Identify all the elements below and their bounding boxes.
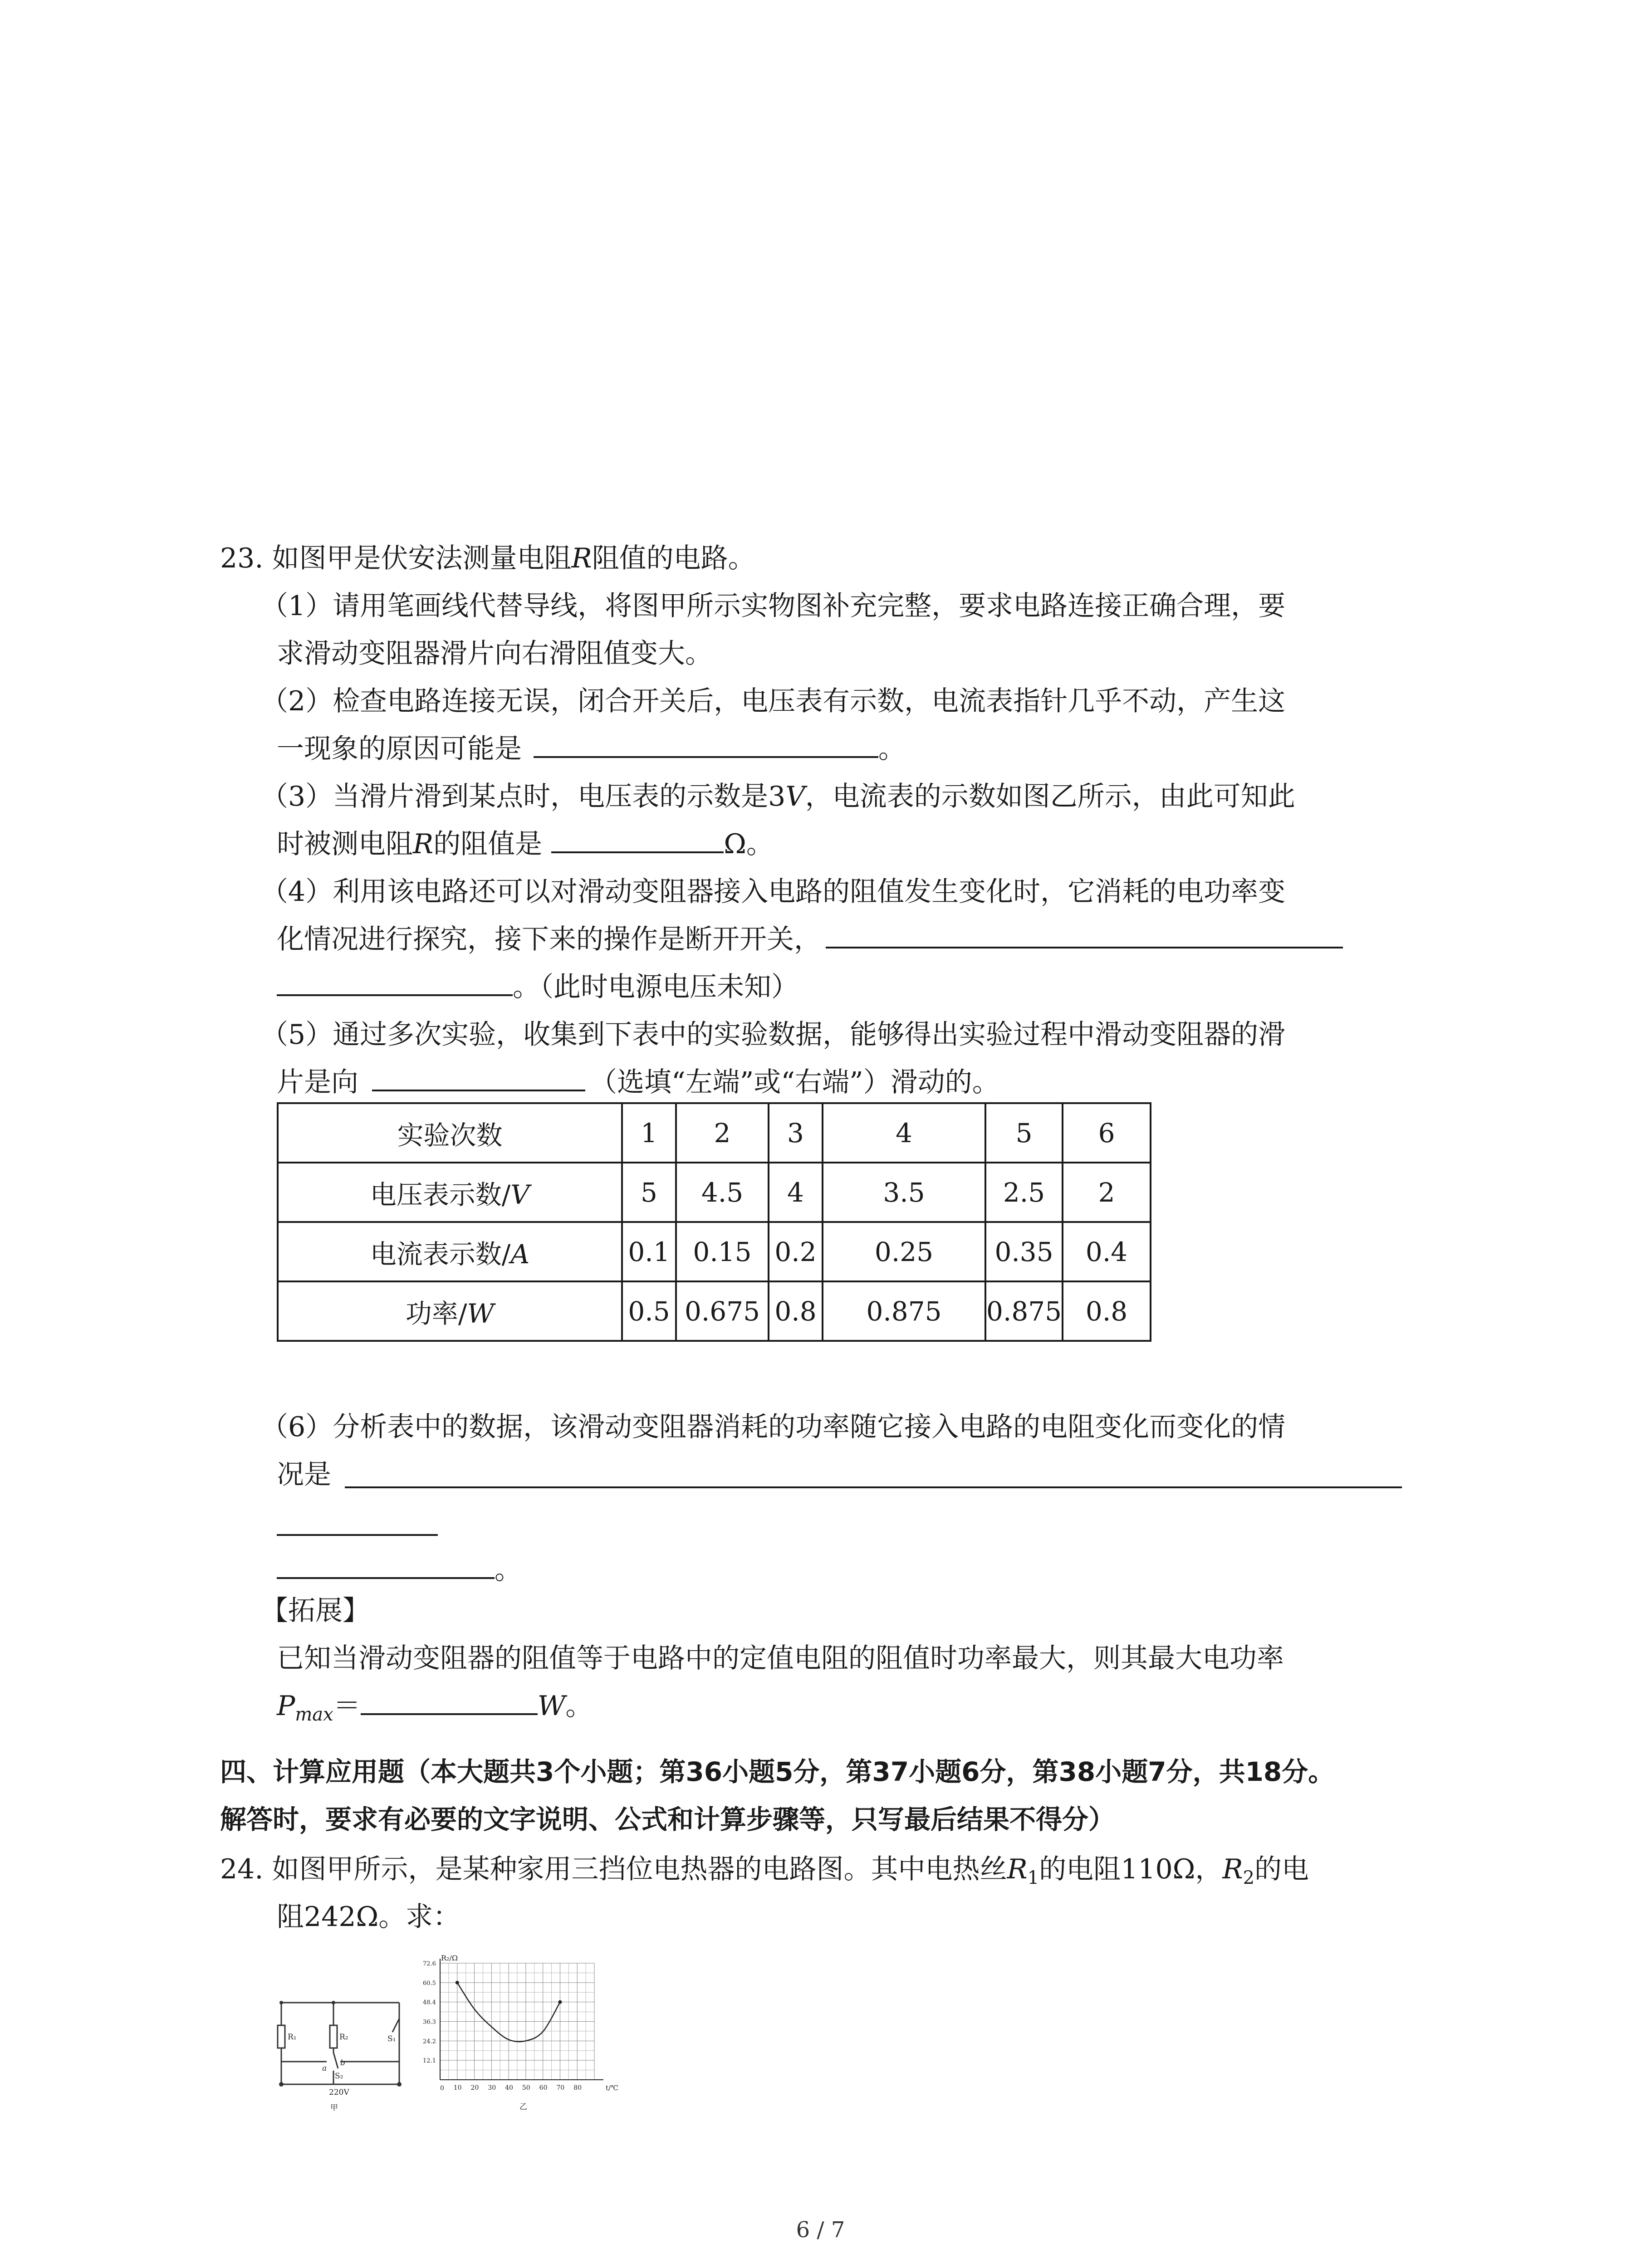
- answer-blank-6c[interactable]: [277, 1554, 495, 1579]
- answer-blank-4a[interactable]: [826, 924, 1343, 948]
- table-cell: 4: [823, 1103, 985, 1163]
- q23-part6-line4: 。: [277, 1554, 522, 1586]
- switch-s2: [333, 2053, 338, 2068]
- q23-stem: 23. 如图甲是伏安法测量电阻R阻值的电路。: [220, 543, 755, 574]
- q23-part2-line1: （2）检查电路连接无误，闭合开关后，电压表有示数，电流表指针几乎不动，产生这: [261, 685, 1286, 717]
- extension-title: 【拓展】: [261, 1595, 370, 1627]
- table-cell: 5: [985, 1103, 1063, 1163]
- table-row: [278, 1222, 1151, 1281]
- table-row-label: 实验次数: [278, 1103, 622, 1163]
- table-cell: 0.5: [622, 1281, 676, 1341]
- label-r2: R₂: [339, 2033, 348, 2042]
- section4-header-line2: 解答时，要求有必要的文字说明、公式和计算步骤等，只写最后结果不得分）: [220, 1804, 1115, 1835]
- x-tick-label: 80: [573, 2084, 582, 2092]
- data-table: [277, 1102, 1151, 1342]
- caption-jia: 甲: [330, 2103, 338, 2112]
- x-tick-label: 60: [539, 2084, 548, 2092]
- circuit-figure-jia: [272, 1982, 408, 2118]
- table-cell: 3: [769, 1103, 823, 1163]
- y-tick-label: 72.6: [423, 1960, 436, 1967]
- q23-part4-line3: 。（此时电源电压未知）: [277, 971, 798, 1003]
- extension-line1: 已知当滑动变阻器的阻值等于电路中的定值电阻的阻值时功率最大，则其最大电功率: [277, 1642, 1284, 1674]
- y-tick-label: 24.2: [423, 2038, 436, 2045]
- x-tick-label: 20: [470, 2084, 479, 2092]
- table-cell: 4.5: [676, 1163, 769, 1222]
- q24-line2: 阻242Ω。求：: [277, 1901, 460, 1933]
- table-cell: 0.675: [676, 1281, 769, 1341]
- answer-blank-pmax[interactable]: [361, 1691, 538, 1715]
- y-tick-label: 12.1: [423, 2058, 436, 2065]
- table-cell: 4: [769, 1163, 823, 1222]
- chart-xlabel: t/℃: [606, 2084, 618, 2092]
- answer-blank-2[interactable]: [534, 733, 878, 758]
- q23-part5-line1: （5）通过多次实验，收集到下表中的实验数据，能够得出实验过程中滑动变阻器的滑: [261, 1019, 1286, 1051]
- q23-part4-line1: （4）利用该电路还可以对滑动变阻器接入电路的阻值发生变化时，它消耗的电功率变: [261, 876, 1286, 908]
- table-cell: 0.875: [985, 1281, 1063, 1341]
- y-tick-label: 48.4: [423, 1999, 436, 2006]
- table-cell: 2: [676, 1103, 769, 1163]
- table-cell: 5: [622, 1163, 676, 1222]
- x-tick-label: 40: [505, 2084, 513, 2092]
- x-tick-label: 10: [453, 2084, 462, 2092]
- table-row: [278, 1281, 1151, 1341]
- table-cell: 0.25: [823, 1222, 985, 1281]
- q23-part3-line2: 时被测电阻R的阻值是 Ω。: [277, 828, 774, 860]
- q23-part3-line1: （3）当滑片滑到某点时，电压表的示数是3V，电流表的示数如图乙所示，由此可知此: [261, 781, 1295, 812]
- x-tick-label: 30: [488, 2084, 496, 2092]
- table-cell: 1: [622, 1103, 676, 1163]
- chart-origin: 0: [440, 2085, 444, 2092]
- q23-part6-line2: 况是: [277, 1459, 331, 1491]
- q23-part5-line2: 片是向 （选填“左端”或“右端”）滑动的。: [277, 1066, 999, 1098]
- page-number: 6 / 7: [796, 2217, 845, 2243]
- q24-line1: 24. 如图甲所示，是某种家用三挡位电热器的电路图。其中电热丝$R_1$的电阻110Ω，$R_2$的电: [220, 1853, 1309, 1888]
- table-row: [278, 1103, 1151, 1163]
- resistor-r2: [330, 2025, 337, 2048]
- answer-blank-3[interactable]: [551, 829, 724, 853]
- y-tick-label: 36.3: [423, 2019, 436, 2026]
- answer-blank-4b[interactable]: [277, 972, 513, 996]
- table-row-label: 电压表示数/V: [278, 1163, 622, 1222]
- table-cell: 2.5: [985, 1163, 1063, 1222]
- table-row-label: 功率/W: [278, 1281, 622, 1341]
- chart-figure-yi: [422, 1946, 622, 2123]
- data-point: [456, 1981, 459, 1984]
- extension-line2: $P_{max}= W$。: [277, 1690, 593, 1725]
- label-a: a: [322, 2064, 327, 2073]
- label-s1: S₁: [387, 2034, 396, 2043]
- table-cell: 0.875: [823, 1281, 985, 1341]
- table-cell: 0.8: [769, 1281, 823, 1341]
- data-point: [558, 2000, 562, 2004]
- table-cell: 0.8: [1063, 1281, 1151, 1341]
- table-cell: 0.15: [676, 1222, 769, 1281]
- y-tick-label: 60.5: [423, 1980, 436, 1987]
- table-cell: 0.4: [1063, 1222, 1151, 1281]
- answer-blank-5[interactable]: [372, 1067, 585, 1091]
- chart-ylabel: R₂/Ω: [441, 1954, 458, 1962]
- table-cell: 0.35: [985, 1222, 1063, 1281]
- caption-yi: 乙: [519, 2102, 527, 2112]
- table-cell: 0.1: [622, 1222, 676, 1281]
- resistor-r1: [278, 2025, 285, 2048]
- table-row-label: 电流表示数/A: [278, 1222, 622, 1281]
- q23-part1-line1: （1）请用笔画线代替导线，将图甲所示实物图补充完整，要求电路连接正确合理，要: [261, 590, 1286, 622]
- label-s2: S₂: [335, 2072, 343, 2081]
- q23-part6-line1: （6）分析表中的数据，该滑动变阻器消耗的功率随它接入电路的电阻变化而变化的情: [261, 1411, 1286, 1443]
- q23-part2-line2: 一现象的原因可能是 。: [277, 733, 906, 765]
- label-b: b: [340, 2058, 345, 2068]
- q23-part4-line2: 化情况进行探究，接下来的操作是断开开关，: [277, 923, 1343, 956]
- x-tick-label: 50: [522, 2084, 530, 2092]
- switch-s1: [392, 2019, 399, 2032]
- label-r1: R₁: [288, 2033, 297, 2042]
- q23-part1-line2: 求滑动变阻器滑片向右滑阻值变大。: [277, 638, 712, 670]
- table-cell: 0.2: [769, 1222, 823, 1281]
- table-cell: 2: [1063, 1163, 1151, 1222]
- table-cell: 3.5: [823, 1163, 985, 1222]
- label-voltage: 220V: [329, 2088, 349, 2097]
- table-cell: 6: [1063, 1103, 1151, 1163]
- answer-blank-6a[interactable]: [345, 1486, 1402, 1488]
- x-tick-label: 70: [556, 2084, 565, 2092]
- section4-header-line1: 四、计算应用题（本大题共3个小题；第36小题5分，第37小题6分，第38小题7分，共18分。: [220, 1756, 1335, 1787]
- table-row: [278, 1163, 1151, 1222]
- answer-blank-6b[interactable]: [277, 1534, 438, 1536]
